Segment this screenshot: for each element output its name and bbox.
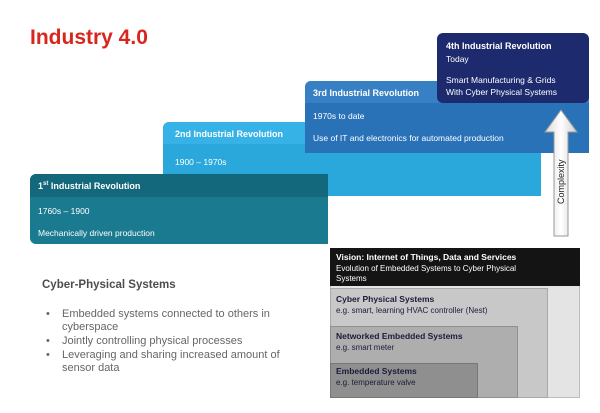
first-revolution-description: Mechanically driven production	[38, 228, 155, 238]
second-revolution-period: 1900 – 1970s	[175, 157, 227, 167]
list-item	[46, 308, 326, 334]
cyber-physical-example: e.g. smart, learning HVAC controller (Nest)	[336, 306, 488, 315]
fourth-revolution-period: Today	[446, 54, 469, 64]
first-revolution-step	[30, 174, 328, 244]
vision-line2: Systems	[336, 274, 367, 283]
fourth-revolution-step	[437, 33, 589, 103]
fourth-revolution-description-line1: Smart Manufacturing & Grids	[446, 75, 556, 85]
first-revolution-heading: 1st Industrial Revolution	[38, 181, 141, 191]
networked-heading: Networked Embedded Systems	[336, 331, 463, 341]
vision-line1: Evolution of Embedded Systems to Cyber Physical	[336, 264, 517, 273]
bullet-line: cyberspace	[62, 321, 119, 333]
list-item	[46, 349, 326, 375]
embedded-heading: Embedded Systems	[336, 366, 417, 376]
bullet-line: Leveraging and sharing increased amount of	[62, 349, 280, 361]
cps-bullet-list	[46, 308, 326, 376]
bullet-icon: •	[46, 349, 50, 361]
third-revolution-heading: 3rd Industrial Revolution	[313, 88, 420, 98]
networked-example: e.g. smart meter	[336, 343, 395, 352]
first-revolution-period: 1760s – 1900	[38, 206, 90, 216]
cps-section-title: Cyber-Physical Systems	[42, 279, 176, 291]
cyber-physical-heading: Cyber Physical Systems	[336, 294, 435, 304]
third-revolution-description: Use of IT and electronics for automated production	[313, 133, 504, 143]
up-arrow-icon	[543, 108, 579, 238]
fourth-revolution-description-line2: With Cyber Physical Systems	[446, 87, 557, 97]
bullet-line: sensor data	[62, 362, 120, 374]
bullet-icon: •	[46, 335, 50, 347]
fourth-revolution-heading: 4th Industrial Revolution	[446, 41, 552, 51]
page-title: Industry 4.0	[30, 26, 148, 49]
complexity-label: Complexity	[556, 159, 566, 204]
bullet-line: Embedded systems connected to others in	[62, 308, 270, 320]
vision-heading: Vision: Internet of Things, Data and Services	[336, 252, 517, 262]
second-revolution-heading: 2nd Industrial Revolution	[175, 129, 284, 139]
bullet-line: Jointly controlling physical processes	[62, 335, 243, 347]
third-revolution-period: 1970s to date	[313, 111, 365, 121]
complexity-arrow	[543, 108, 579, 238]
bullet-icon: •	[46, 308, 50, 320]
embedded-example: e.g. temperature valve	[336, 378, 416, 387]
list-item	[46, 335, 326, 348]
